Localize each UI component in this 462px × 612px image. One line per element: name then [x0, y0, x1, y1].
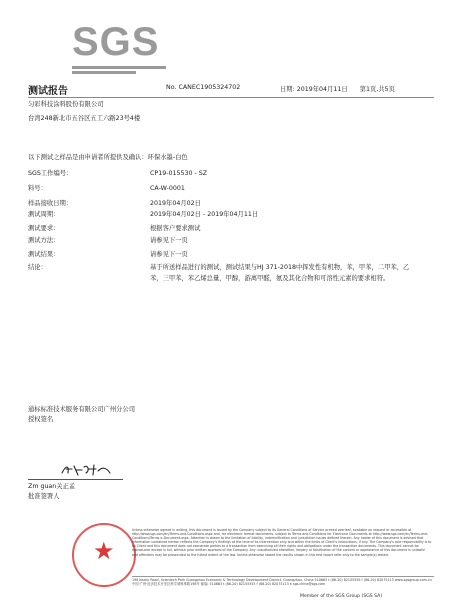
report-date [280, 84, 395, 93]
signature-line [28, 479, 123, 480]
issuer-company: 通标标准技术服务有限公司广州分公司 [28, 406, 136, 413]
footer-address [132, 578, 434, 587]
report-title: 测试报告 [28, 86, 68, 97]
seal-star-icon: ★ [93, 537, 115, 565]
company-seal [72, 523, 136, 587]
field-label-part-no: 料号： [28, 185, 47, 192]
handwritten-signature [60, 461, 112, 479]
field-label-job-no: SGS工作编号： [28, 170, 73, 177]
sgs-logo [72, 22, 159, 62]
sample-intro: 以下测试之样品是由申请者所提供及确认：环保水墨-白色 [28, 154, 188, 161]
field-label-method: 测试方法： [28, 237, 60, 244]
field-value-request: 根据客户要求测试 [150, 225, 201, 232]
field-label-period: 测试周期： [28, 211, 60, 218]
logo-underline [72, 66, 166, 69]
field-label-received: 样品接收日期： [28, 200, 73, 207]
field-value-job-no: CP19-015530 - SZ [150, 170, 208, 177]
footer-address-en: 198 Kezhu Road, Scientech Park Guangzhou Economic & Technology Development District, Guangzhou, China 510663 t (86-20) 82155555 f (86-20) 82075113 www.sgsgroup.com.cn [132, 578, 432, 582]
logo-underline-short [72, 71, 136, 74]
footer-divider [132, 576, 434, 577]
field-label-result: 测试结果： [28, 251, 60, 258]
client-address: 台湾248新北市五谷区五工六路23号4楼 [28, 115, 141, 122]
issuer-role: 授权签名 [28, 416, 54, 423]
page-indicator: 第1页,共5页 [359, 86, 395, 93]
signatory-role: 批准签署人 [28, 493, 60, 500]
field-value-period: 2019年04月02日 - 2019年04月11日 [150, 211, 259, 218]
terms-fine-print: Unless otherwise agreed in writing, this document is issued by the Company subject to its General Conditions of Service printed overleaf, available on request or accessible at http://www.sgs.com/en/Terms-and-Conditions.aspx and, for electronic format documents, subject to Terms and Conditions for Electronic Documents at http://www.sgs.com/en/Terms-and-Conditions/Terms-e-Document.aspx. Attention is drawn to the limitation of liability, indemnification and jurisdiction issues defined therein. Any holder of this document is advised that information contained hereon reflects the Company's findings at the time of its intervention only and within the limits of Client's instructions, if any. The Company's sole responsibility is to its Client and this document does not exonerate parties to a transaction from exercising all their rights and obligations under the transaction documents. This document cannot be reproduced except in full, without prior written approval of the Company. Any unauthorized alteration, forgery or falsification of the content or appearance of this document is unlawful and offenders may be prosecuted to the fullest extent of the law. Unless otherwise stated the results shown in this test report refer only to the sample(s) tested. [132, 528, 432, 557]
logo-text: SGS [72, 20, 160, 64]
header-divider [28, 97, 434, 98]
date-text: 日期: 2019年04月11日 [280, 86, 348, 93]
field-label-request: 测试要求： [28, 225, 60, 232]
field-value-method: 请参见下一页 [150, 237, 188, 244]
sgs-membership: Member of the SGS Group (SGS SA) [300, 594, 383, 599]
client-name: 匀彩科技涂料股份有限公司 [28, 101, 104, 108]
signatory-name: Zm guan关正孟 [28, 483, 76, 490]
field-value-received: 2019年04月02日 [150, 200, 201, 207]
conclusion-text: 基于所送样品进行的测试，测试结果与HJ 371-2018中挥发性有机物，苯，甲苯，二甲苯，乙苯，三甲苯，苯乙烯总量，甲醇，游离甲醛，氨及其化合物和可溶性元素的要求相符。 [150, 264, 410, 282]
footer-address-cn: 中国·广州·经济技术开发区科学城科珠路198号 邮编: 510663 t (86-20) 82155555 f (86-20) 82075113 e sgs.china@sgs.com [132, 582, 326, 587]
field-value-part-no: CA-W-0001 [150, 185, 185, 192]
field-value-result: 请参见下一页 [150, 251, 188, 258]
field-label-conclusion: 结论： [28, 264, 47, 271]
report-number: No. CANEC1905324702 [166, 84, 241, 91]
